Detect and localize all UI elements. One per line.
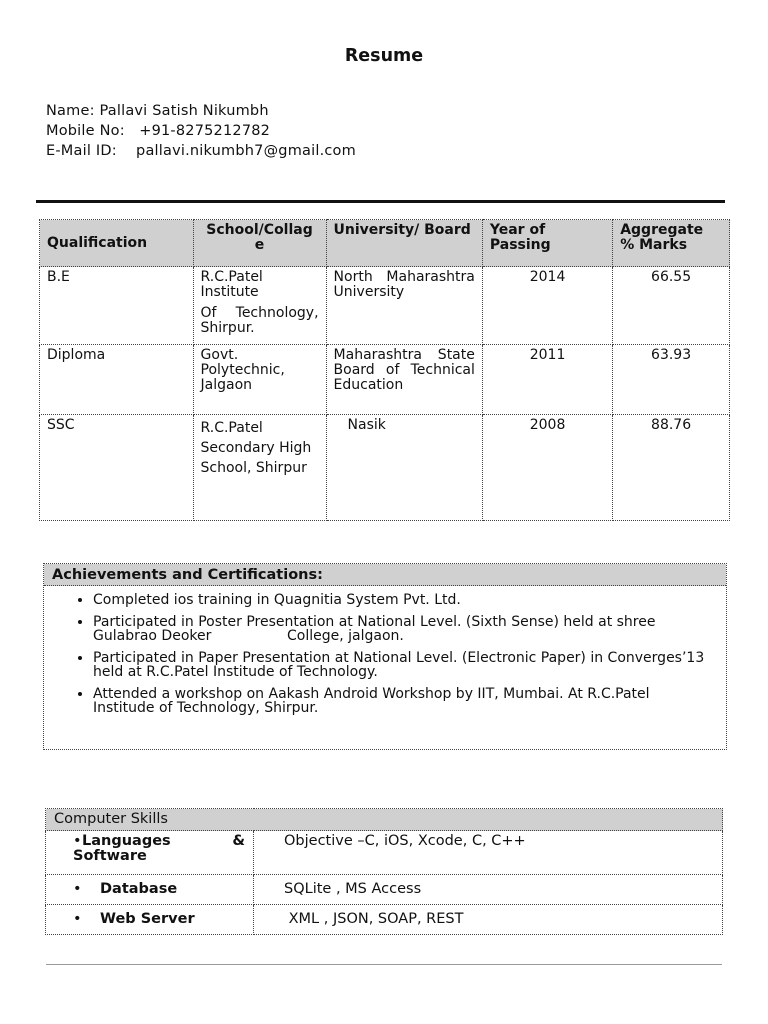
list-item: • Attended a workshop on Aakash Android Workshop by IIT, Mumbai. At R.C.Patel Institude of Technology, Shirpur. <box>93 687 712 716</box>
education-table <box>39 219 730 521</box>
bullet-icon: • <box>73 881 82 897</box>
school-cell: R.C.Patel Secondary High School, Shirpur <box>193 415 326 521</box>
achievements-list <box>44 586 726 749</box>
school-line: R.C.Patel Institute <box>200 269 263 300</box>
resume-title: Resume <box>344 46 424 66</box>
bullet-icon: • <box>73 833 82 849</box>
mobile-value: +91-8275212782 <box>139 123 271 139</box>
achievements-section <box>43 563 727 750</box>
skills-heading: Computer Skills <box>46 809 723 831</box>
skill-label-text: Web Server <box>100 911 195 927</box>
school-line: Of Technology, Shirpur. <box>200 305 319 336</box>
table-row <box>40 345 730 415</box>
marks-cell: 63.93 <box>613 345 730 415</box>
table-row <box>46 831 723 875</box>
skills-header-row <box>46 809 723 831</box>
name-row <box>46 101 356 121</box>
name-value: Pallavi Satish Nikumbh <box>99 103 269 119</box>
computer-skills-table <box>45 808 723 935</box>
qualification-cell: B.E <box>40 267 194 345</box>
marks-cell: 66.55 <box>613 267 730 345</box>
email-value: pallavi.nikumbh7@gmail.com <box>136 143 356 159</box>
skill-label-line <box>54 834 245 849</box>
table-row <box>40 267 730 345</box>
year-cell: 2014 <box>482 267 612 345</box>
qualification-cell: SSC <box>40 415 194 521</box>
header-year: Year of Passing <box>482 220 612 267</box>
table-row <box>40 415 730 521</box>
skill-label-text: Software <box>73 848 147 864</box>
header-university: University/ Board <box>326 220 482 267</box>
header-qualification: Qualification <box>40 220 194 267</box>
qualification-cell: Diploma <box>40 345 194 415</box>
list-item: • Participated in Paper Presentation at National Level. (Electronic Paper) in Converges’13 held at R.C.Patel Institude of Technology. <box>93 651 712 680</box>
university-cell: North Maharashtra University <box>326 267 482 345</box>
skill-value: SQLite , MS Access <box>254 875 723 905</box>
education-header-row <box>40 220 730 267</box>
table-row <box>46 905 723 935</box>
university-cell: Maharashtra State Board of Technical Education <box>326 345 482 415</box>
bullet-icon: • <box>73 911 82 927</box>
skill-label-text: Languages <box>82 833 171 849</box>
list-item: • Participated in Poster Presentation at National Level. (Sixth Sense) held at shree Gulabrao Deoker College, jalgaon. <box>93 615 712 644</box>
school-cell: Govt. Polytechnic, Jalgaon <box>193 345 326 415</box>
list-item: • Completed ios training in Quagnitia System Pvt. Ltd. <box>93 593 712 608</box>
achievements-heading: Achievements and Certifications: <box>44 564 726 586</box>
contact-block <box>46 101 356 161</box>
email-row <box>46 141 356 161</box>
mobile-label: Mobile No: <box>46 123 125 139</box>
mobile-row <box>46 121 356 141</box>
table-row <box>46 875 723 905</box>
skill-label-text: Database <box>100 881 178 897</box>
email-label: E-Mail ID: <box>46 143 117 159</box>
footer-divider <box>46 964 722 965</box>
skill-label <box>46 905 254 935</box>
skill-label <box>46 875 254 905</box>
marks-cell: 88.76 <box>613 415 730 521</box>
skill-label-text: & <box>232 833 245 849</box>
school-cell <box>193 267 326 345</box>
year-cell: 2008 <box>482 415 612 521</box>
header-divider <box>36 200 725 203</box>
skill-value: XML , JSON, SOAP, REST <box>254 905 723 935</box>
university-cell: Nasik <box>326 415 482 521</box>
year-cell: 2011 <box>482 345 612 415</box>
header-school: School/Collag e <box>193 220 326 267</box>
name-label: Name: <box>46 103 95 119</box>
skill-value: Objective –C, iOS, Xcode, C, C++ <box>254 831 723 875</box>
skill-label <box>46 831 254 875</box>
header-marks: Aggregate % Marks <box>613 220 730 267</box>
